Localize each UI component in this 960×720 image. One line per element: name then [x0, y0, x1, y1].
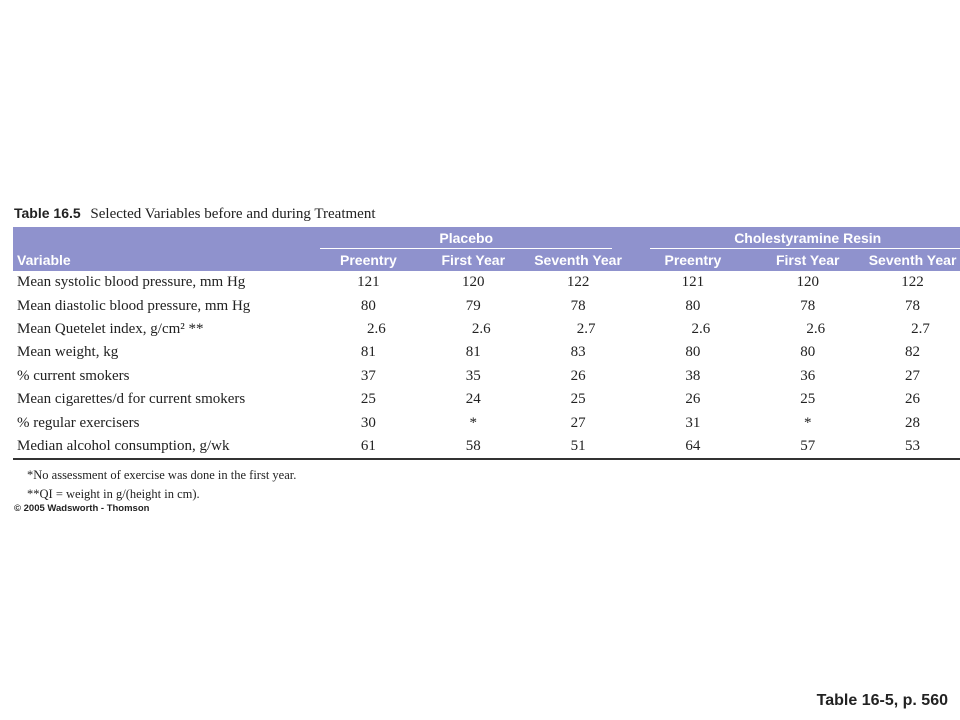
table-cell: 83: [570, 344, 586, 361]
table-cell: 51: [526, 435, 631, 459]
copyright-notice: © 2005 Wadsworth - Thomson: [14, 503, 150, 514]
table-cell: 36: [800, 367, 816, 384]
table-cell: 80: [685, 344, 701, 361]
table-cell: 80: [685, 297, 701, 314]
table-row: [13, 271, 960, 294]
row-label: % current smokers: [17, 367, 130, 384]
table-cell: 31: [685, 414, 701, 431]
table-cell: 61: [316, 435, 421, 459]
table-number: Table 16.5: [14, 205, 81, 221]
table-cell: 53: [860, 435, 960, 459]
table-cell: 120: [796, 274, 819, 291]
table-row: [13, 318, 960, 341]
table-cell: 30: [360, 414, 376, 431]
data-table: [13, 227, 960, 460]
footnote: **QI = weight in g/(height in cm).: [27, 487, 200, 501]
row-label: % regular exercisers: [17, 414, 140, 431]
table-cell: 78: [905, 297, 921, 314]
table-cell: *: [803, 414, 812, 431]
table-cell: *: [469, 414, 477, 431]
table-cell: 27: [905, 367, 921, 384]
table-cell: 79: [465, 297, 481, 314]
table-cell: 25: [800, 391, 816, 408]
table-cell: 64: [630, 435, 755, 459]
table-row: [13, 411, 960, 434]
row-label: Mean cigarettes/d for current smokers: [17, 391, 246, 408]
table-title: Selected Variables before and during Treatment: [90, 206, 376, 222]
column-header: Preentry: [630, 249, 755, 271]
table-cell: 122: [566, 274, 590, 291]
table-cell: 35: [465, 367, 481, 384]
column-header: Preentry: [316, 249, 421, 271]
footnote: *No assessment of exercise was done in the first year.: [27, 468, 297, 482]
column-header-row: [13, 249, 960, 271]
table-cell: 25: [360, 391, 376, 408]
table-cell: 28: [905, 414, 921, 431]
table-caption: [14, 205, 375, 223]
table-row: [13, 435, 960, 459]
table-row: [13, 365, 960, 388]
table-cell: 2.6: [806, 320, 826, 337]
table-row: [13, 341, 960, 364]
group-header-cholestyramine: Cholestyramine Resin: [630, 227, 960, 249]
row-label: Mean systolic blood pressure, mm Hg: [17, 274, 246, 291]
table-cell: 37: [360, 367, 376, 384]
table-row: [13, 294, 960, 317]
group-header-row: [13, 227, 960, 249]
table-cell: 82: [905, 344, 921, 361]
column-header: First Year: [421, 249, 526, 271]
table-cell: 80: [800, 344, 816, 361]
column-header: Seventh Year: [526, 249, 631, 271]
table-cell: 121: [681, 274, 705, 291]
table-cell: 26: [570, 367, 586, 384]
table-cell: 25: [570, 391, 586, 408]
table-cell: 57: [755, 435, 860, 459]
table-cell: 2.6: [367, 320, 386, 337]
table-cell: 27: [570, 414, 586, 431]
table-cell: 26: [685, 391, 701, 408]
table-cell: 121: [357, 274, 380, 291]
row-label: Median alcohol consumption, g/wk: [13, 435, 316, 459]
table-cell: 122: [901, 274, 924, 291]
table-cell: 2.6: [691, 320, 711, 337]
table-cell: 80: [360, 297, 376, 314]
table-cell: 78: [800, 297, 816, 314]
table-cell: 2.7: [911, 320, 930, 337]
table-cell: 2.6: [471, 320, 491, 337]
blank-header-cell: [13, 227, 316, 249]
column-header: First Year: [755, 249, 860, 271]
row-label: Mean Quetelet index, g/cm² **: [17, 320, 204, 337]
table-cell: 2.7: [576, 320, 596, 337]
table-cell: 58: [421, 435, 526, 459]
group-header-placebo: Placebo: [316, 227, 630, 249]
table-cell: 78: [570, 297, 586, 314]
table-cell: 120: [461, 274, 485, 291]
row-label: Mean weight, kg: [17, 344, 119, 361]
column-header-variable: Variable: [13, 249, 316, 271]
table-cell: 81: [465, 344, 481, 361]
page-reference: Table 16-5, p. 560: [816, 692, 948, 709]
table-cell: 81: [360, 344, 376, 361]
column-header: Seventh Year: [860, 249, 960, 271]
row-label: Mean diastolic blood pressure, mm Hg: [17, 297, 251, 314]
table-row: [13, 388, 960, 411]
table-cell: 38: [685, 367, 701, 384]
table-cell: 24: [465, 391, 481, 408]
table-footnotes: [27, 466, 296, 504]
table-cell: 26: [905, 391, 921, 408]
